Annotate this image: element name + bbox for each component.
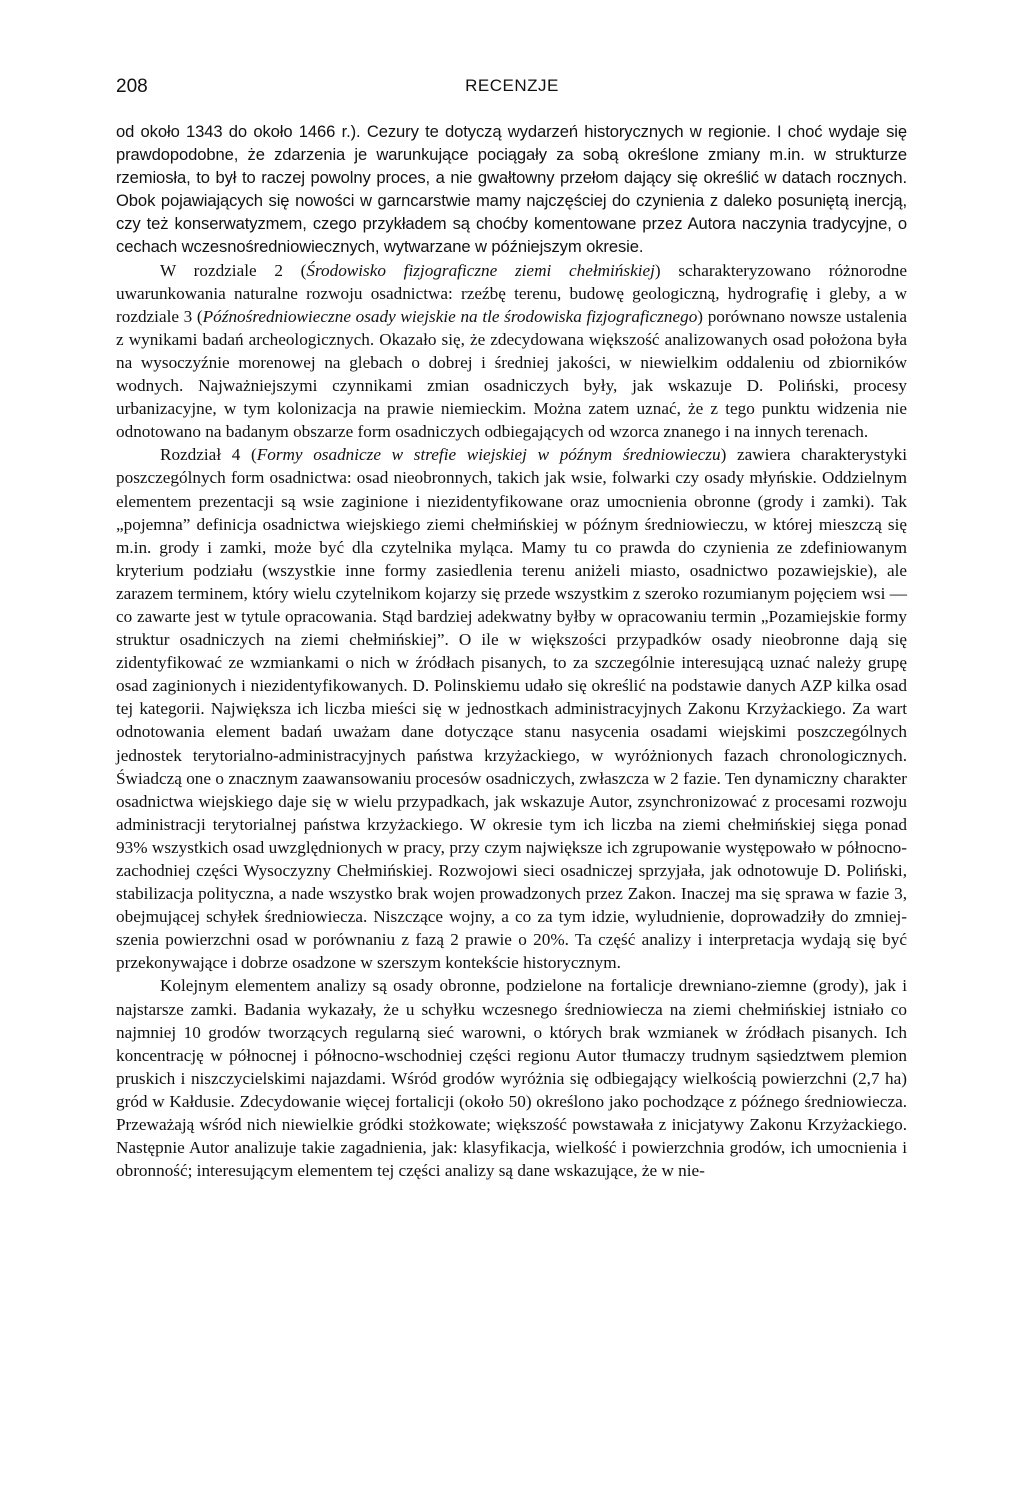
paragraph-text: ) scharakteryzowano różnorodne uwarunkowania naturalne rozwoju osadnictwa: rzeźbę terenu, budowę geologiczną, hydrografię i gleby, a w rozdziale 3 ( bbox=[116, 260, 907, 326]
chapter-title: Środowisko fizjograficzne ziemi chełmińskiej bbox=[306, 260, 655, 280]
paragraph bbox=[116, 443, 907, 974]
paragraph bbox=[116, 974, 907, 1182]
chapter-title: Formy osadnicze w strefie wiejskiej w późnym średniowieczu bbox=[256, 445, 721, 465]
paragraph-text: od około 1343 do około 1466 r.). Cezury te dotyczą wydarzeń historycznych w regionie. I choć wydaje się prawdopodobne, że zdarzenia je warunkujące pociągały za sobą określone zmiany m.in. w strukturze rzemiosła, to był to raczej powolny proces, a nie gwałtowny przełom dający się określić w datach rocznych. Obok pojawiających się nowości w garncarstwie mamy najczęściej do czynienia z daleko posuniętą inercją, czy też konserwatyzmem, czego przykładem są choćby komentowane przez Autora naczynia tradycyjne, o cechach wczesnośredniowiecznych, wytwarzane w późniejszym okresie. bbox=[116, 122, 907, 257]
paragraph-text: ) porównano nowsze ustalenia z wynikami badań archeologicznych. Okazało się, że zdecydowana większość analizowanych osad położona była na wysoczyźnie morenowej na glebach o dobrej i średniej jakości, w niewielkim oddaleniu od zbiorników wodnych. Najważniejszymi czynnikami zmian osadniczych były, jak wskazuje D. Poliński, procesy urbanizacyjne, w tym kolonizacja na prawie niemieckim. Można zatem uznać, że z tego punktu widzenia nie odnotowano na badanym obszarze form osadniczych odbiegających od wzorca znanego i na innych terenach. bbox=[116, 306, 908, 442]
page-header bbox=[116, 76, 908, 102]
running-head: RECENZJE bbox=[465, 76, 559, 95]
page-number: 208 bbox=[116, 76, 148, 97]
paragraph-text: Rozdział 4 ( bbox=[160, 445, 257, 465]
paragraph-text: W rozdziale 2 ( bbox=[160, 260, 307, 280]
chapter-title: Późnośredniowieczne osady wiejskie na tle środowiska fizjograficznego bbox=[202, 306, 698, 326]
paragraph bbox=[116, 120, 907, 259]
paragraph-text: Kolejnym elementem analizy są osady obronne, podzielone na fortalicje drewniano-ziemne (grody), jak i najstarsze zamki. Badania wykazały, że u schyłku wczesnego średniowiecza na ziemi chełmińskiej istniało co najmniej 10 grodów tworzących regularną sieć warowni, o których brak wzmianek w źródłach pisanych. Ich koncentrację w północnej i północno-wschodniej części regionu Autor tłumaczy trudnym sąsiedztwem plemion pruskich i niszczycielskimi najazdami. Wśród grodów wyróżnia się odbiegający wielkością powierzchni (2,7 ha) gród w Kałdusie. Zdecydowanie więcej fortalicji (około 50) określono jako pochodzące z późnego średniowiecza. Przeważają wśród nich niewielkie gródki stożkowate; większość powstawała z inicjatywy Zakonu Krzyżackiego. Następnie Autor analizuje takie zagadnienia, jak: klasyfikacja, wielkość i powierzchnia grodów, ich umocnienia i obronność; interesującym elementem tej części analizy są dane wskazujące, że w nie- bbox=[116, 976, 907, 1181]
paragraph bbox=[116, 259, 907, 444]
paragraph-text: ) zawiera charakterystyki poszczególnych form osadnictwa: osad nieobronnych, takich jak wsie, folwarki czy osady młyńskie. Oddzielnym elementem prezentacji są wsie zaginione i niezidentyfikowane oraz umocnienia obronne (grody i zamki). Tak „pojemna” definicja osadnictwa wiejskiego ziemi chełmińskiej w późnym średniowieczu, w której mieszczą się m.in. grody i zamki, może być dla czytelnika myląca. Mamy tu co prawda do czynienia ze zdefiniowanym kryterium podziału (wszystkie inne formy zasiedlenia terenu aniżeli miasto, osadnictwo pozawiejskie), ale zarazem terminem, który wielu czytelnikom kojarzy się przede wszystkim z szeroko rozumianym pojęciem wsi — co zawarte jest w tytule opracowania. Stąd bardziej adekwatny byłby w opracowaniu termin „Pozamiejskie formy struktur osadniczych na ziemi chełmińskiej”. O ile w większości przypadków osady nieobronne dają się zidentyfikować ze wzmiankami o nich w źródłach pisanych, to za szczególnie interesującą uznać należy grupę osad zaginionych i niezidentyfikowanych. D. Polinskiemu udało się określić na podstawie danych AZP kilka osad tej kategorii. Największa ich liczba mieści się w jednostkach administracyjnych Zakonu Krzyżackiego. Za wart odnotowania element badań uważam dane dotyczące stanu nasycenia osadami wiejskimi poszczególnych jednostek terytorialno-administracyjnych państwa krzyżackiego, w wyróżnionych fazach chronologicznych. Świadczą one o znacznym zaawansowaniu procesów osadniczych, zwłaszcza w 2 fazie. Ten dynamiczny charakter osadnictwa wiejskiego daje się w wielu przypadkach, jak wskazuje Autor, zsynchronizować z procesami rozwoju administracji terytorialnej państwa krzyżackiego. W okresie tym ich liczba na ziemi chełmińskiej sięga ponad 93% wszystkich osad uwzględnionych w pracy, przy czym największe ich zgrupowanie występowało w północno-zachodniej części Wysoczyzny Chełmińskiej. Rozwojowi sieci osadniczej sprzyjała, jak odnotowuje D. Poliński, stabilizacja polityczna, a nade wszystko brak wojen prowadzonych przez Zakon. Inaczej ma się sprawa w fazie 3, obejmującej schyłek średniowiecza. Niszczące wojny, a co za tym idzie, wyludnienie, doprowadziły do zmniejszenia powierzchni osad w porównaniu z fazą 2 prawie o 20%. Ta część analizy i interpretacja wydają się być przekonywające i dobrze osadzone w szerszym kontekście historycznym. bbox=[116, 445, 907, 973]
body-text bbox=[116, 120, 907, 1182]
